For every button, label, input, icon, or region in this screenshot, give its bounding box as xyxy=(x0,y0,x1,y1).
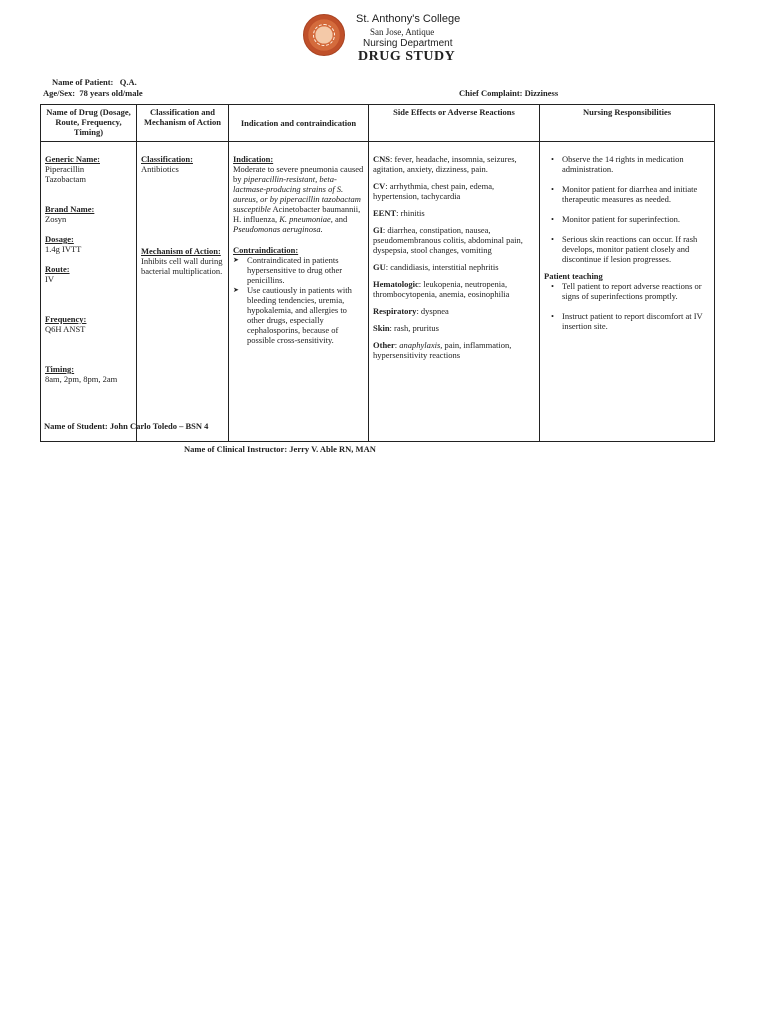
gi-label: GI xyxy=(373,225,383,235)
student-name: John Carlo Toledo – BSN 4 xyxy=(109,421,209,431)
cns-label: CNS xyxy=(373,154,391,164)
nursing-item: • Serious skin reactions can occur. If rash develops, monitor patient closely and discontinue if lesion progresses. xyxy=(562,234,710,264)
classification-value: Antibiotics xyxy=(141,164,179,174)
indication-organism: Pseudomonas aeruginosa. xyxy=(233,224,323,234)
classification-label: Classification: xyxy=(141,154,193,164)
nursing-list xyxy=(544,154,710,264)
chief-complaint-row xyxy=(459,88,558,98)
indication-text-part: Acinetobacter baumannii, H. influenza, xyxy=(233,204,361,224)
route-value: IV xyxy=(45,274,54,284)
patient-name-label: Name of Patient: xyxy=(52,77,114,87)
gi-text: : diarrhea, constipation, nausea, pseudomembranous colitis, abdominal pain, dyspepsia, stool changes, vomiting xyxy=(373,225,523,255)
side-effect-cv xyxy=(373,181,535,201)
patient-teaching-list xyxy=(544,281,710,331)
contraindication-item: ➤ Use cautiously in patients with bleeding tendencies, uremia, hypokalemia, and allergies to other drugs, especially cephalosporins, because of possible cross-sensitivity. xyxy=(247,285,364,345)
side-effect-skin xyxy=(373,323,535,333)
side-effect-gi xyxy=(373,225,535,255)
frequency-value: Q6H ANST xyxy=(45,324,86,334)
hematologic-text: : leukopenia, neutropenia, thrombocytopenia, anemia, eosinophilia xyxy=(373,279,510,299)
side-effect-eent xyxy=(373,208,535,218)
nursing-cell xyxy=(540,142,715,442)
generic-name-line: Piperacillin xyxy=(45,164,85,174)
skin-label: Skin xyxy=(373,323,390,333)
indication-organism: K. pneumoniae xyxy=(279,214,331,224)
student-row xyxy=(44,421,208,431)
timing-value: 8am, 2pm, 8pm, 2am xyxy=(45,374,118,384)
college-seal-logo xyxy=(303,14,345,56)
dosage-value: 1.4g IVTT xyxy=(45,244,82,254)
instructor-label: Name of Clinical Instructor: xyxy=(184,444,288,454)
eent-label: EENT xyxy=(373,208,397,218)
eent-text: : rhinitis xyxy=(396,208,425,218)
indication-organisms: piperacillin-resistant, beta-lactmase-producing strains of S. aureus, or by piperacillin tazobactam susceptible xyxy=(233,174,361,214)
other-label: Other xyxy=(373,340,395,350)
drug-study-table xyxy=(40,104,715,442)
indication-label: Indication: xyxy=(233,154,274,164)
route-label: Route: xyxy=(45,264,70,274)
contraindication-list xyxy=(233,255,364,345)
teaching-item: • Tell patient to report adverse reactions or signs of superinfections promptly. xyxy=(562,281,710,301)
hematologic-label: Hematologic xyxy=(373,279,419,289)
mechanism-value: Inhibits cell wall during bacterial multiplication. xyxy=(141,256,223,276)
header-side-effects: Side Effects or Adverse Reactions xyxy=(369,105,540,142)
instructor-row xyxy=(184,444,376,454)
timing-label: Timing: xyxy=(45,364,75,374)
instructor-name: Jerry V. Able RN, MAN xyxy=(289,444,376,454)
nursing-item: • Monitor patient for diarrhea and initiate therapeutic measures as needed. xyxy=(562,184,710,204)
patient-agesex-value: 78 years old/male xyxy=(79,88,143,98)
cns-text: : fever, headache, insomnia, seizures, agitation, anxiety, dizziness, pain. xyxy=(373,154,517,174)
indication-text xyxy=(233,164,364,234)
gu-label: GU xyxy=(373,262,386,272)
gu-text: : candidiasis, interstitial nephritis xyxy=(385,262,499,272)
header-nursing: Nursing Responsibilities xyxy=(540,105,715,142)
indication-cell xyxy=(229,142,369,442)
patient-teaching-label: Patient teaching xyxy=(544,271,603,281)
department-name: Nursing Department xyxy=(363,38,453,49)
document-title: DRUG STUDY xyxy=(358,49,456,64)
contraindication-label: Contraindication: xyxy=(233,245,299,255)
patient-agesex-label: Age/Sex: xyxy=(43,88,76,98)
respiratory-text: : dyspnea xyxy=(416,306,449,316)
header-classification: Classification and Mechanism of Action xyxy=(137,105,229,142)
contraindication-item: ➤ Contraindicated in patients hypersensitive to drug other penicillins. xyxy=(247,255,364,285)
cv-label: CV xyxy=(373,181,386,191)
chief-complaint-value: Dizziness xyxy=(524,88,559,98)
classification-cell xyxy=(137,142,229,442)
college-location: San Jose, Antique xyxy=(370,27,435,37)
patient-name-value: Q.A. xyxy=(119,77,137,87)
generic-name-line: Tazobactam xyxy=(45,174,86,184)
brand-name-value: Zosyn xyxy=(45,214,67,224)
drug-cell xyxy=(41,142,137,442)
patient-agesex-row xyxy=(43,88,143,98)
indication-text-part: Moderate to severe pneumonia caused by xyxy=(233,164,364,184)
nursing-item: • Observe the 14 rights in medication administration. xyxy=(562,154,710,174)
other-italic-text: anaphylaxis, xyxy=(399,340,443,350)
side-effect-cns xyxy=(373,154,535,174)
frequency-label: Frequency: xyxy=(45,314,87,324)
student-label: Name of Student: xyxy=(44,421,108,431)
mechanism-label: Mechanism of Action: xyxy=(141,246,221,256)
dosage-label: Dosage: xyxy=(45,234,74,244)
side-effects-cell xyxy=(369,142,540,442)
teaching-item: • Instruct patient to report discomfort at IV insertion site. xyxy=(562,311,710,331)
skin-text: : rash, pruritus xyxy=(389,323,439,333)
generic-name-label: Generic Name: xyxy=(45,154,100,164)
respiratory-label: Respiratory xyxy=(373,306,417,316)
patient-name-row xyxy=(52,77,137,87)
side-effect-other: Other: anaphylaxis, pain, inflammation, hypersensitivity reactions xyxy=(373,340,512,360)
table-header-row xyxy=(41,105,715,142)
chief-complaint-label: Chief Complaint: xyxy=(459,88,523,98)
side-effect-gu xyxy=(373,262,535,272)
brand-name-label: Brand Name: xyxy=(45,204,95,214)
other-text: pain, inflammation, hypersensitivity reactions xyxy=(373,340,512,360)
indication-text-part: , and xyxy=(330,214,348,224)
cv-text: : arrhythmia, chest pain, edema, hypertension, tachycardia xyxy=(373,181,495,201)
table-body-row xyxy=(41,142,715,442)
header-indication: Indication and contraindication xyxy=(229,105,369,142)
side-effect-respiratory xyxy=(373,306,535,316)
side-effect-hematologic xyxy=(373,279,535,299)
college-name: St. Anthony's College xyxy=(356,13,461,25)
nursing-item: • Monitor patient for superinfection. xyxy=(562,214,710,224)
header-drug-name: Name of Drug (Dosage, Route, Frequency, Timing) xyxy=(41,105,137,142)
